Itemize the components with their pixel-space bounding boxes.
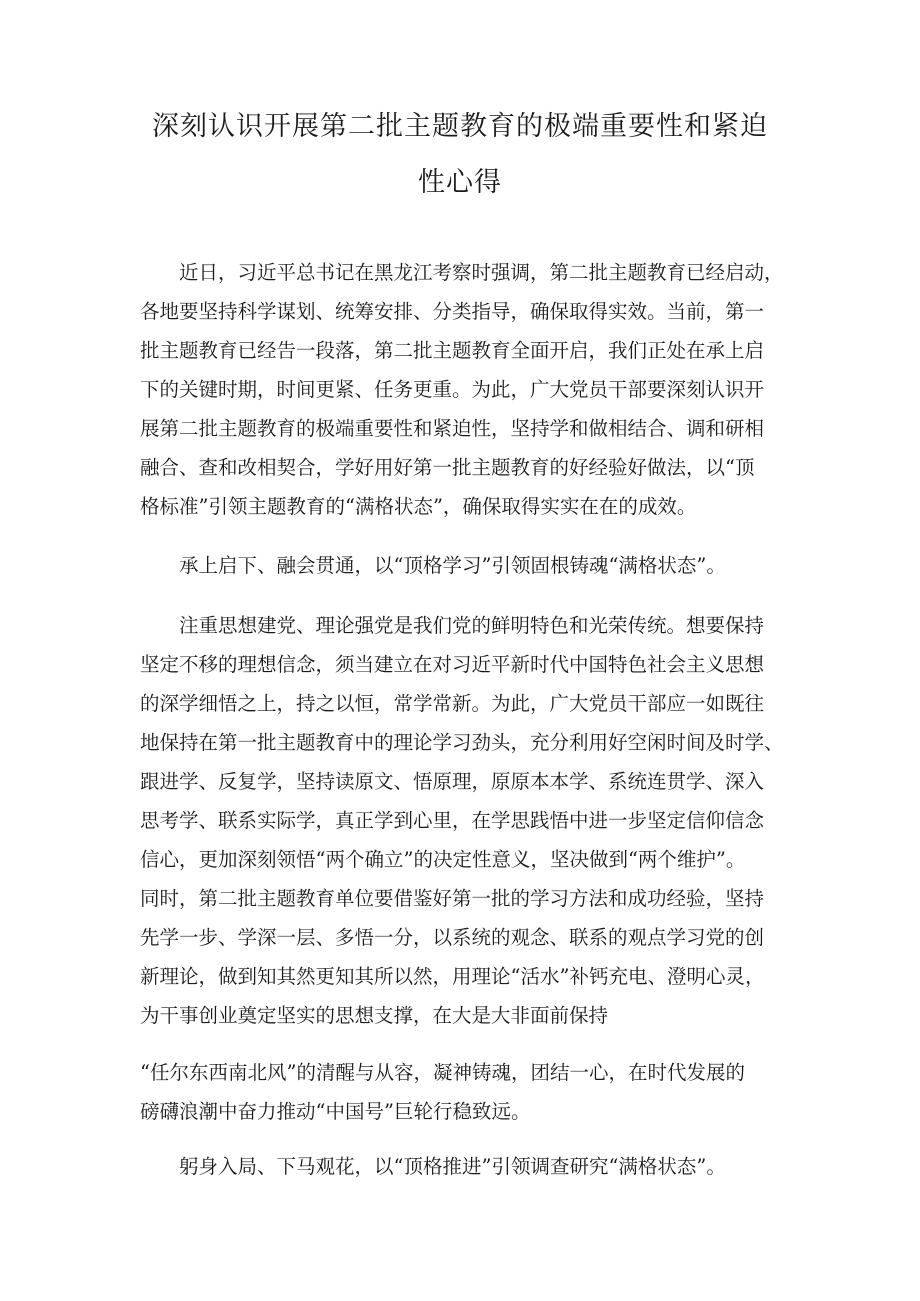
text-line: 注重思想建党、理论强党是我们党的鲜明特色和光荣传统。想要保持 <box>179 614 765 637</box>
text-line: 信心，更加深刻领悟“两个确立”的决定性意义，坚决做到“两个维护”。 <box>140 848 746 871</box>
text-line: 各地要坚持科学谋划、统筹安排、分类指导，确保取得实效。当前，第一 <box>140 300 765 323</box>
section-heading: 躬身入局、下马观花，以“顶格推进”引领调查研究“满格状态”。 <box>179 1155 726 1178</box>
text-line: 融合、查和改相契合，学好用好第一批主题教育的好经验好做法，以“顶 <box>140 456 755 479</box>
text-line: 为干事创业奠定坚实的思想支撑，在大是大非面前保持 <box>140 1004 609 1027</box>
text-line: 磅礴浪潮中奋力推动“中国号”巨轮行稳致远。 <box>140 1100 531 1123</box>
text-line: 跟进学、反复学，坚持读原文、悟原理，原原本本学、系统连贯学、深入 <box>140 770 765 793</box>
document-title-line-2: 性心得 <box>418 167 502 198</box>
section-heading: 承上启下、融会贯通，以“顶格学习”引领固根铸魂“满格状态”。 <box>179 554 726 577</box>
text-line: 下的关键时期，时间更紧、任务更重。为此，广大党员干部要深刻认识开 <box>140 378 765 401</box>
text-line: “任尔东西南北风”的清醒与从容，凝神铸魂，团结一心，在时代发展的 <box>140 1061 745 1084</box>
document-title-line-1: 深刻认识开展第二批主题教育的极端重要性和紧迫 <box>152 111 768 142</box>
text-line: 思考学、联系实际学，真正学到心里，在学思践悟中进一步坚定信仰信念 <box>140 809 765 832</box>
text-line: 坚定不移的理想信念，须当建立在对习近平新时代中国特色社会主义思想 <box>140 653 765 676</box>
text-line: 格标准”引领主题教育的“满格状态”，确保取得实实在在的成效。 <box>140 495 697 518</box>
text-line: 新理论，做到知其然更知其所以然，用理论“活水”补钙充电、澄明心灵， <box>140 965 765 988</box>
text-line: 的深学细悟之上，持之以恒，常学常新。为此，广大党员干部应一如既往 <box>140 692 765 715</box>
text-line: 先学一步、学深一层、多悟一分，以系统的观念、联系的观点学习党的创 <box>140 926 765 949</box>
text-line: 批主题教育已经告一段落，第二批主题教育全面开启，我们正处在承上启 <box>140 339 765 362</box>
text-line: 地保持在第一批主题教育中的理论学习劲头，充分利用好空闲时间及时学、 <box>140 731 784 754</box>
text-line: 近日，习近平总书记在黑龙江考察时强调，第二批主题教育已经启动， <box>179 261 784 284</box>
text-line: 展第二批主题教育的极端重要性和紧迫性，坚持学和做相结合、调和研相 <box>140 417 765 440</box>
text-line: 同时，第二批主题教育单位要借鉴好第一批的学习方法和成功经验，坚持 <box>140 887 765 910</box>
